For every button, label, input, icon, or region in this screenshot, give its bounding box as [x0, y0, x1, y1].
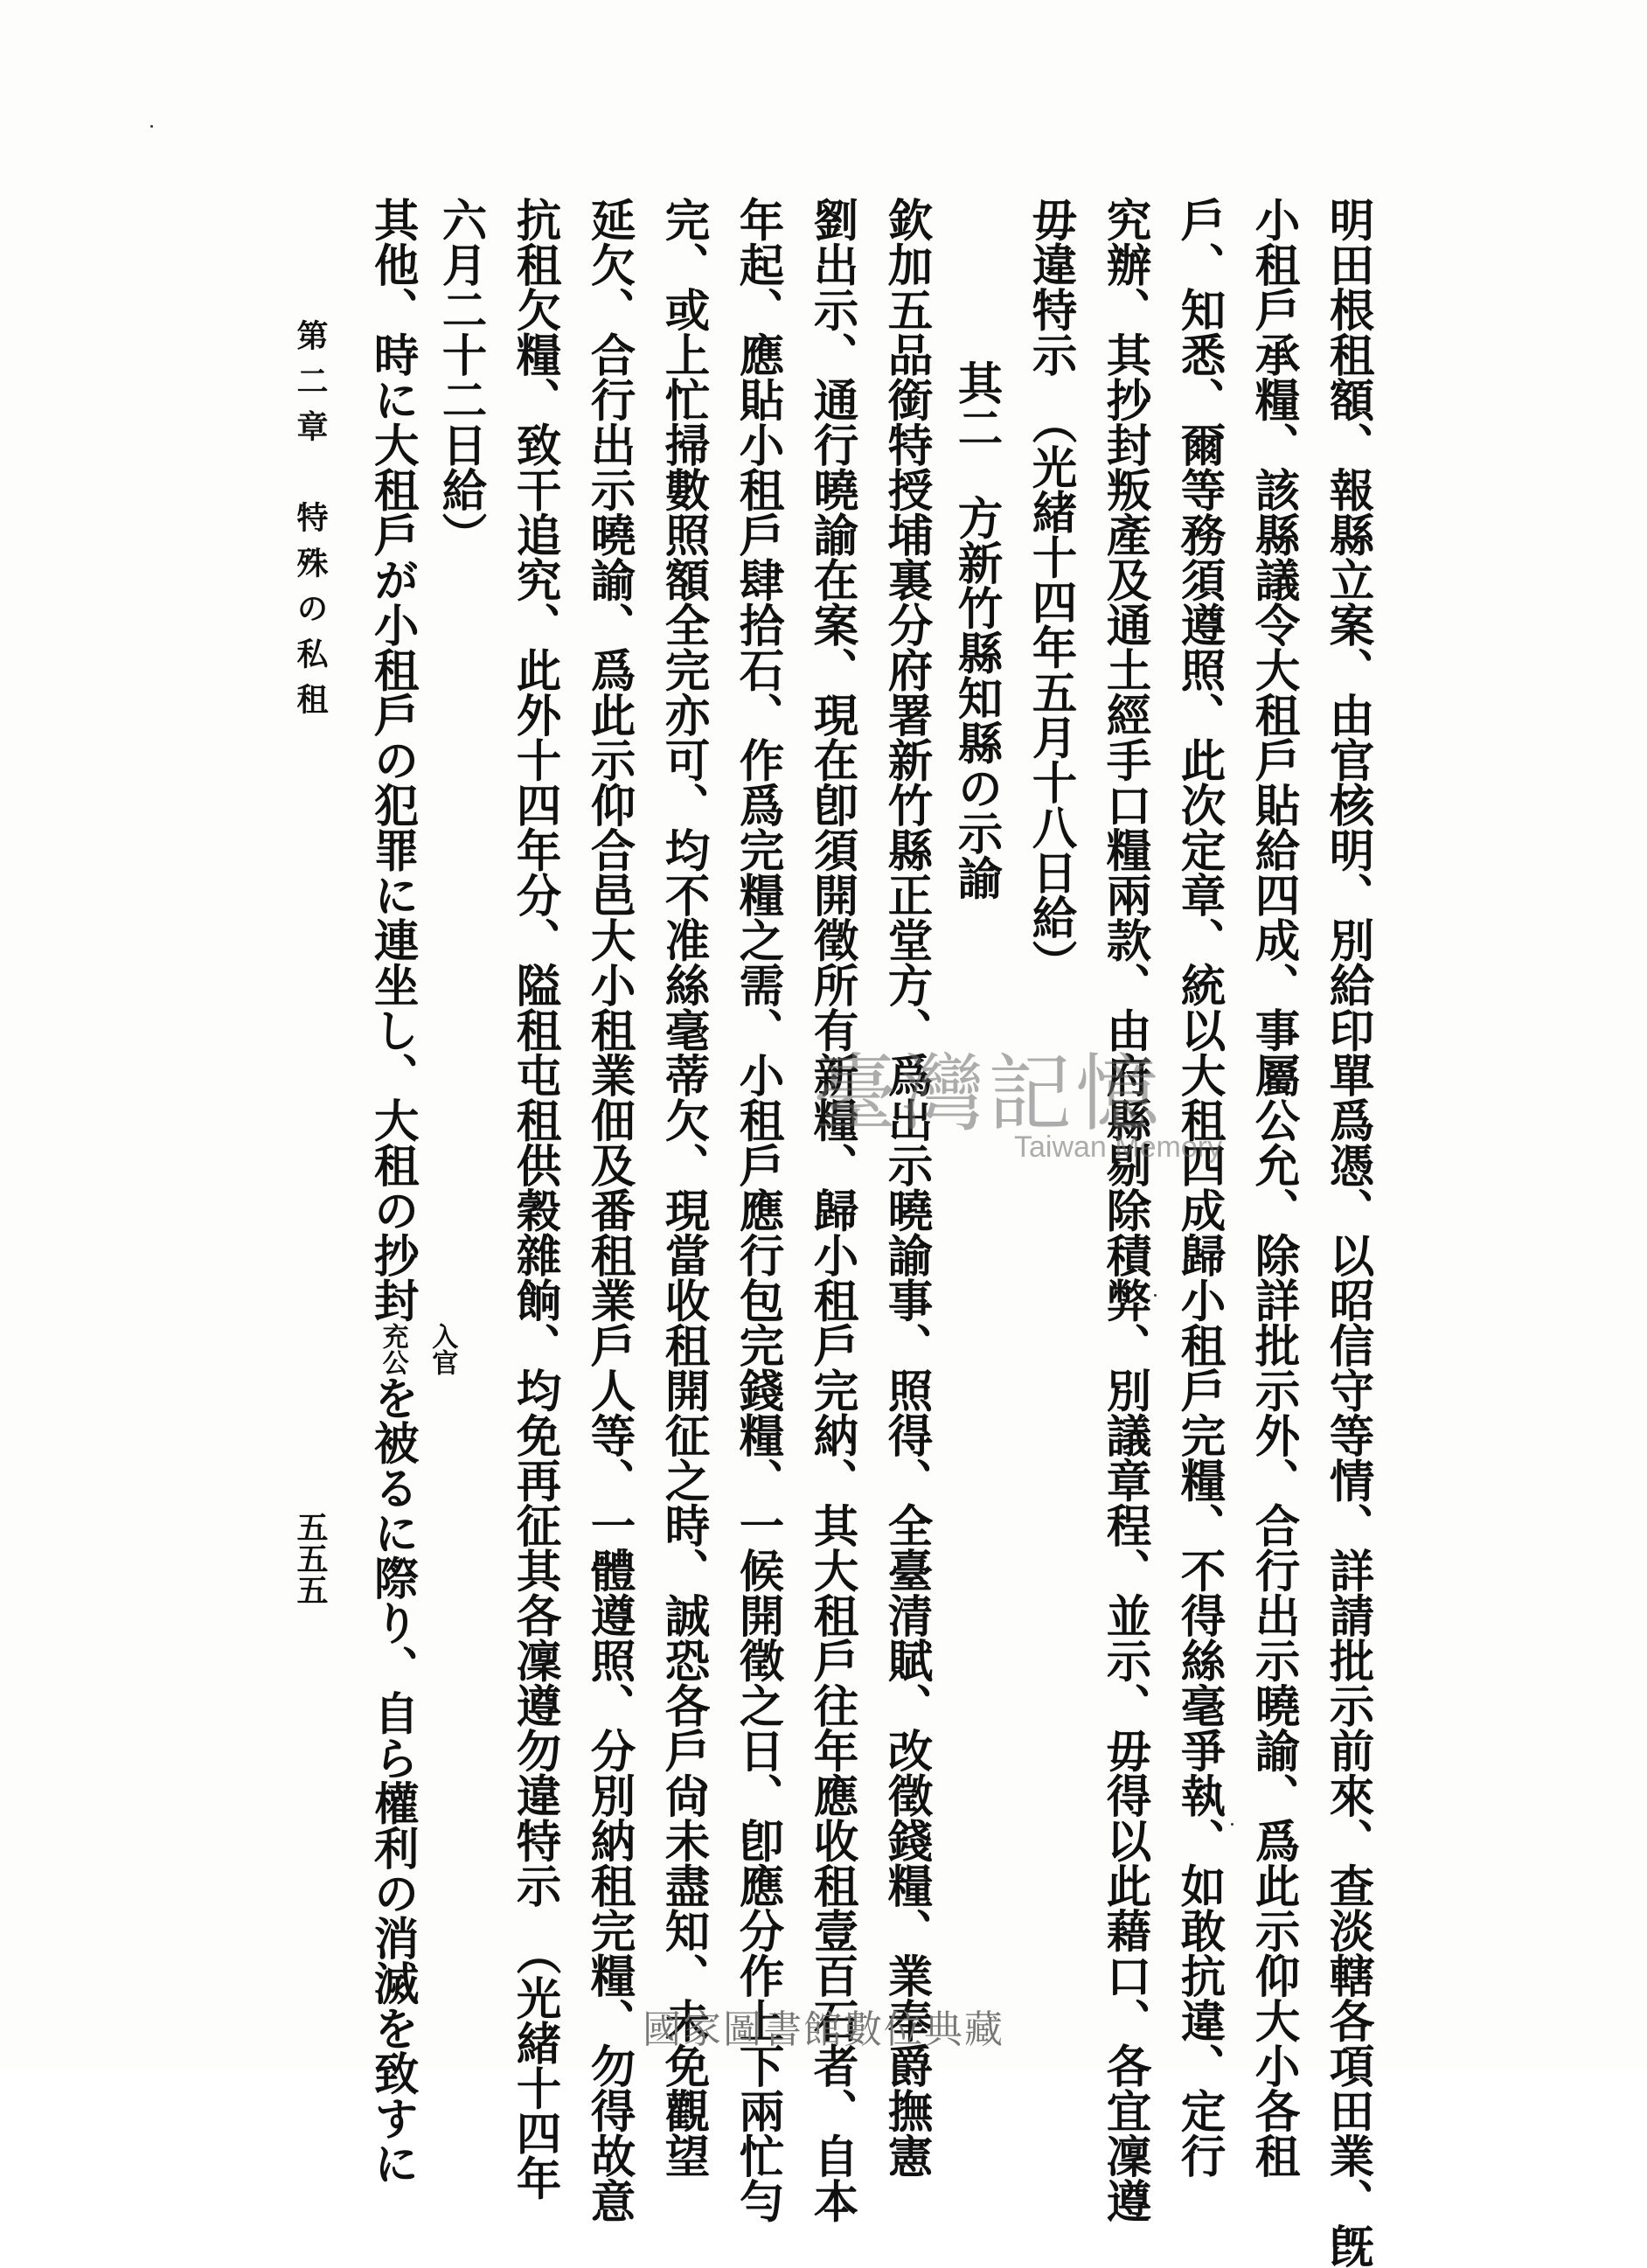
text-column-1: 明田根租額、報縣立案、由官核明、別給印單爲憑、以昭信守等情、詳請批示前來、查淡轄各項田業、旣 [1321, 197, 1374, 2268]
scan-speck [1231, 1823, 1234, 1826]
footer-credit: 國家圖書館數位典藏 [643, 2007, 1004, 2052]
watermark-logo [813, 1027, 1233, 1167]
text-column-4: 究辦、其抄封叛產及通土經手口糧兩款、由府縣剔除積弊、別議章程、並示、毋得以此藉口、各宜凜遵 [1098, 197, 1151, 2223]
text-column-14 [367, 197, 466, 2186]
running-header: 第二章 特殊の私租 [292, 319, 329, 728]
text-column-2: 小租戶承糧、該縣議令大租戶貼給四成、事屬公允、除詳批示外、合行出示曉諭、爲此示仰大小各租 [1247, 197, 1300, 2178]
text-column-10: 完、或上忙掃數照額全完亦可、均不准絲毫蒂欠、現當收租開征之時、誠恐各戶尙未盡知、未免觀望 [657, 197, 710, 2178]
watermark-subtitle: Taiwan Memory [1014, 1131, 1223, 1164]
text-column-13: 六月二十二日給） [434, 197, 487, 557]
scan-speck [1154, 1294, 1157, 1297]
text-column-14-part1: 其他、時に大租戶が小租戶の犯罪に連坐し、大租の抄封 [365, 197, 419, 1323]
text-column-7: 欽加五品銜特授埔裏分府署新竹縣正堂方、爲出示曉諭事、照得、全臺清賦、改徵錢糧、業奉爵撫憲 [879, 197, 933, 2178]
page-number: 五五五 [292, 1511, 329, 1605]
inline-note-a: 入官 [427, 1322, 458, 1375]
inline-note-b: 充公 [377, 1322, 408, 1375]
text-column-11: 延欠、合行出示曉諭、爲此示仰合邑大小租業佃及番租業戶人等、一體遵照、分別納租完糧、勿得故意 [582, 197, 636, 2223]
inline-note [367, 1323, 466, 1375]
section-heading: 其二 方新竹縣知縣の示諭 [949, 315, 1003, 901]
text-column-14-part2: を被るに際り、自ら權利の消滅を致すに [365, 1374, 419, 2186]
text-column-9: 年起、應貼小租戶肆拾石、作爲完糧之需、小租戶應行包完錢糧、一候開徵之日、卽應分作上下兩忙勻 [731, 197, 784, 2223]
scan-speck [150, 125, 153, 128]
text-column-3: 戶、知悉、爾等務須遵照、此次定章、統以大租四成歸小租戶完糧、不得絲毫爭執、如敢抗違、定行 [1172, 197, 1226, 2178]
text-column-8: 劉出示、通行曉諭在案、現在卽須開徵所有新糧、歸小租戶完納、其大租戶往年應收租壹百石者、自本 [805, 197, 858, 2223]
text-column-5: 毋違特示 （光緒十四年五月十八日給） [1024, 197, 1077, 985]
watermark-title: 臺灣記憶 [813, 1045, 1163, 1143]
text-column-12: 抗租欠糧、致干追究、此外十四年分、隘租屯租供穀雜餉、均免再征其各凜遵勿違特示 （光緒十四年 [508, 197, 561, 2201]
